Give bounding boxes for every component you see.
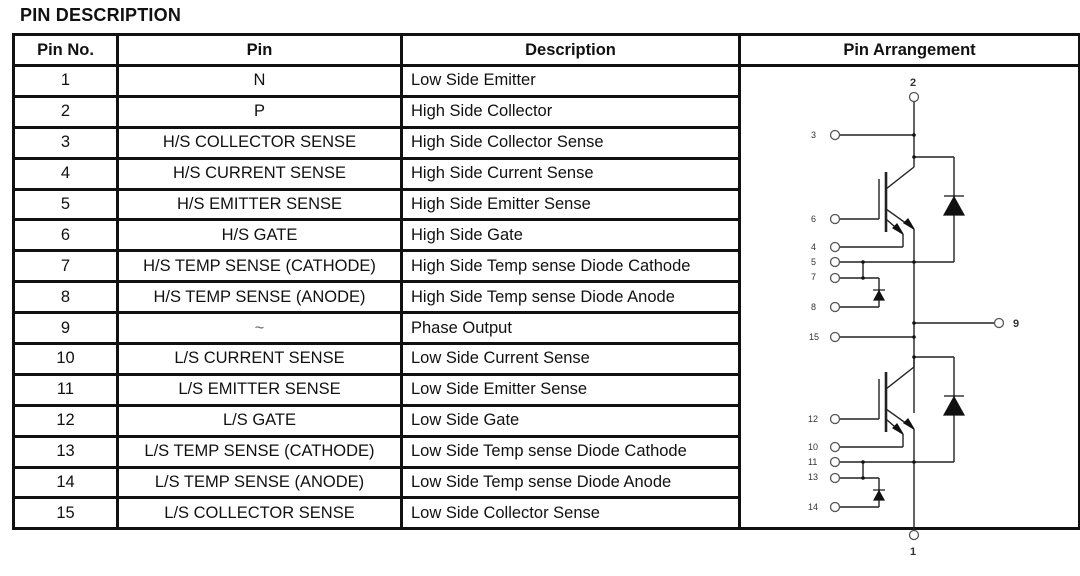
header-pin-arrangement: Pin Arrangement bbox=[740, 35, 1080, 66]
svg-text:10: 10 bbox=[808, 442, 819, 452]
pin-name: H/S TEMP SENSE (ANODE) bbox=[118, 282, 402, 313]
pin-number: 2 bbox=[14, 96, 118, 127]
pin-number: 11 bbox=[14, 374, 118, 405]
header-row bbox=[14, 35, 1080, 66]
pin-number: 7 bbox=[14, 251, 118, 282]
pin-name: L/S GATE bbox=[118, 405, 402, 436]
pin-description: High Side Temp sense Diode Cathode bbox=[402, 251, 740, 282]
svg-text:6: 6 bbox=[811, 214, 817, 224]
pin-description-table bbox=[12, 33, 1080, 558]
pin-name: L/S EMITTER SENSE bbox=[118, 374, 402, 405]
pin-name: N bbox=[118, 66, 402, 97]
pin-name: L/S TEMP SENSE (ANODE) bbox=[118, 467, 402, 498]
pin-number: 1 bbox=[14, 66, 118, 97]
header-pin-no: Pin No. bbox=[14, 35, 118, 66]
pin-name: H/S COLLECTOR SENSE bbox=[118, 127, 402, 158]
svg-text:1: 1 bbox=[910, 546, 917, 558]
pin-number: 4 bbox=[14, 158, 118, 189]
pin-name: H/S GATE bbox=[118, 220, 402, 251]
pin-number: 6 bbox=[14, 220, 118, 251]
pin-description: Low Side Current Sense bbox=[402, 344, 740, 375]
pin-name: P bbox=[118, 96, 402, 127]
header-pin: Pin bbox=[118, 35, 402, 66]
svg-text:8: 8 bbox=[811, 302, 817, 312]
pin-number: 8 bbox=[14, 282, 118, 313]
pin-description: Low Side Emitter bbox=[402, 66, 740, 97]
pin-description: High Side Emitter Sense bbox=[402, 189, 740, 220]
section-title: PIN DESCRIPTION bbox=[20, 5, 182, 25]
svg-text:13: 13 bbox=[808, 472, 819, 482]
svg-text:5: 5 bbox=[811, 257, 817, 267]
pin-name: L/S CURRENT SENSE bbox=[118, 344, 402, 375]
pin-description: High Side Current Sense bbox=[402, 158, 740, 189]
svg-text:7: 7 bbox=[811, 272, 817, 282]
pin-description: High Side Gate bbox=[402, 220, 740, 251]
pin-description: Phase Output bbox=[402, 313, 740, 344]
pin-name: H/S CURRENT SENSE bbox=[118, 158, 402, 189]
pin-arrangement-cell bbox=[740, 66, 1080, 558]
pin-number: 9 bbox=[14, 313, 118, 344]
pin-name: L/S COLLECTOR SENSE bbox=[118, 498, 402, 529]
svg-text:4: 4 bbox=[811, 242, 817, 252]
pin-description: Low Side Temp sense Diode Cathode bbox=[402, 436, 740, 467]
header-description: Description bbox=[402, 35, 740, 66]
pin-number: 5 bbox=[14, 189, 118, 220]
pin-description: High Side Collector Sense bbox=[402, 127, 740, 158]
svg-text:15: 15 bbox=[809, 332, 820, 342]
pin-name: H/S TEMP SENSE (CATHODE) bbox=[118, 251, 402, 282]
svg-text:2: 2 bbox=[910, 77, 917, 89]
pin-name: ~ bbox=[118, 313, 402, 344]
svg-text:11: 11 bbox=[808, 457, 818, 467]
table-row bbox=[14, 66, 1080, 97]
svg-text:14: 14 bbox=[808, 502, 819, 512]
pin-number: 13 bbox=[14, 436, 118, 467]
pin-description: Low Side Emitter Sense bbox=[402, 374, 740, 405]
pin-name: L/S TEMP SENSE (CATHODE) bbox=[118, 436, 402, 467]
svg-text:3: 3 bbox=[811, 130, 817, 140]
pin-number: 12 bbox=[14, 405, 118, 436]
pin-number: 3 bbox=[14, 127, 118, 158]
pin-description: High Side Collector bbox=[402, 96, 740, 127]
pin-number: 14 bbox=[14, 467, 118, 498]
pin-description: Low Side Gate bbox=[402, 405, 740, 436]
svg-text:12: 12 bbox=[808, 414, 819, 424]
pin-description: Low Side Temp sense Diode Anode bbox=[402, 467, 740, 498]
pin-description: Low Side Collector Sense bbox=[402, 498, 740, 529]
pin-number: 10 bbox=[14, 344, 118, 375]
pin-number: 15 bbox=[14, 498, 118, 529]
pin-arrangement-diagram bbox=[741, 67, 1077, 559]
svg-text:9: 9 bbox=[1013, 318, 1020, 330]
pin-name: H/S EMITTER SENSE bbox=[118, 189, 402, 220]
pin-description: High Side Temp sense Diode Anode bbox=[402, 282, 740, 313]
